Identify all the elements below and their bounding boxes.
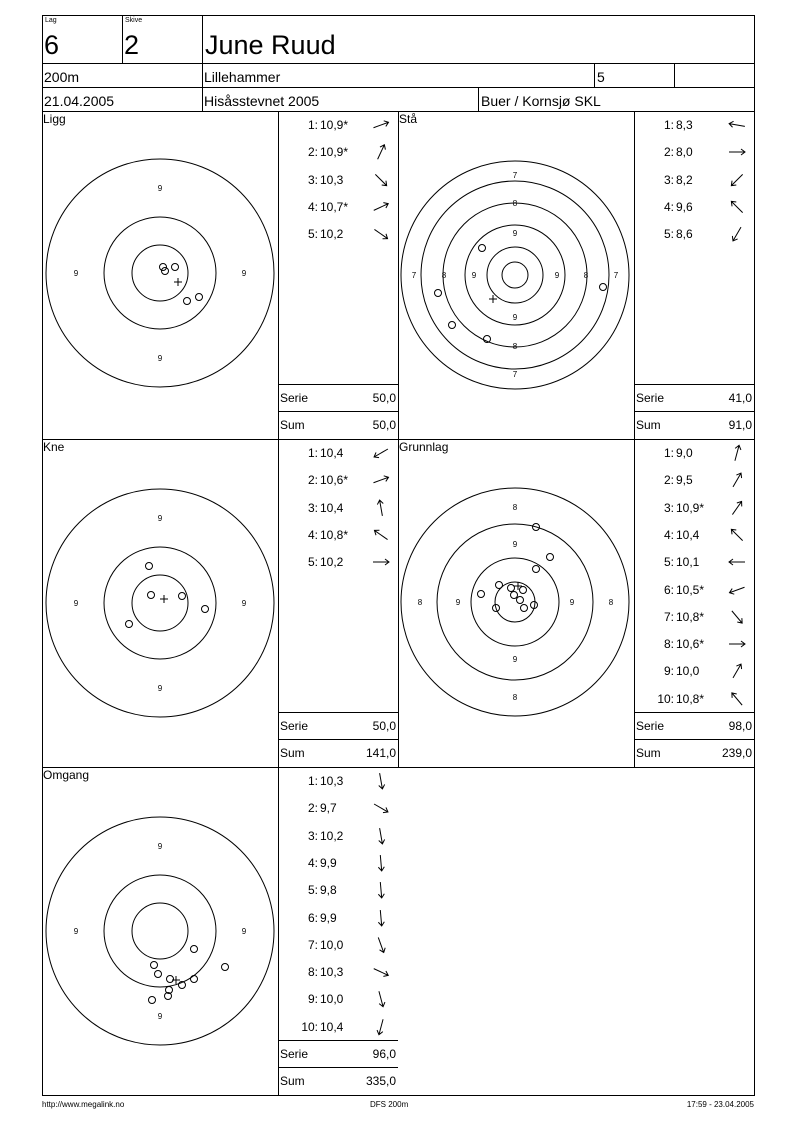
svg-text:9: 9 bbox=[241, 599, 247, 608]
direction-arrow-icon bbox=[370, 552, 392, 572]
shot-number: 5: bbox=[663, 227, 674, 242]
shot-number: 2: bbox=[663, 145, 674, 160]
serie-value-sta: 41,0 bbox=[728, 391, 752, 405]
direction-arrow-icon bbox=[726, 443, 748, 463]
direction-arrow-icon bbox=[370, 115, 392, 135]
shot-value: 10,4 bbox=[676, 527, 700, 542]
svg-text:9: 9 bbox=[512, 655, 518, 664]
shot-value: 10,4 bbox=[320, 1019, 344, 1034]
shot-value: 10,9* bbox=[320, 145, 349, 160]
footer-url[interactable]: http://www.megalink.no bbox=[42, 1100, 125, 1109]
svg-text:7: 7 bbox=[411, 271, 417, 280]
shot-number: 8: bbox=[663, 637, 674, 652]
shot-number: 3: bbox=[307, 828, 318, 843]
shot-number: 5: bbox=[307, 555, 318, 570]
direction-arrow-icon bbox=[370, 962, 392, 982]
direction-arrow-icon bbox=[726, 552, 748, 572]
shot-value: 9,9 bbox=[320, 855, 337, 870]
shot-number: 5: bbox=[307, 227, 318, 242]
shot-number: 6: bbox=[663, 582, 674, 597]
shot-value: 8,3 bbox=[676, 118, 693, 132]
svg-text:9: 9 bbox=[73, 927, 79, 936]
sum-value-sta: 91,0 bbox=[728, 418, 752, 432]
sum-label-ligg: Sum bbox=[280, 418, 305, 432]
shot-value: 9,6 bbox=[676, 199, 693, 214]
section-title-grunnlag: Grunnlag bbox=[399, 440, 449, 454]
shot-number: 9: bbox=[307, 992, 318, 1007]
shot-value: 9,8 bbox=[320, 883, 337, 898]
svg-text:7: 7 bbox=[512, 370, 518, 379]
section-title-sta: Stå bbox=[399, 112, 418, 126]
svg-text:8: 8 bbox=[512, 342, 518, 351]
shot-number: 2: bbox=[307, 145, 318, 160]
shot-value: 10,9* bbox=[676, 500, 705, 515]
shot-number: 3: bbox=[307, 172, 318, 187]
direction-arrow-icon bbox=[370, 142, 392, 162]
direction-arrow-icon bbox=[726, 580, 748, 600]
serie-value-kne: 50,0 bbox=[372, 719, 396, 733]
target-ligg bbox=[44, 157, 276, 389]
direction-arrow-icon bbox=[726, 470, 748, 490]
direction-arrow-icon bbox=[726, 607, 748, 627]
shot-value: 10,2 bbox=[320, 227, 344, 242]
shot-number: 1: bbox=[307, 446, 318, 460]
svg-text:7: 7 bbox=[613, 271, 619, 280]
svg-text:9: 9 bbox=[157, 354, 163, 363]
shot-number: 1: bbox=[663, 446, 674, 460]
shot-value: 10,1 bbox=[676, 555, 700, 570]
shot-value: 10,0 bbox=[320, 937, 344, 952]
shot-number: 3: bbox=[663, 172, 674, 187]
serie-label-grunnlag: Serie bbox=[636, 719, 665, 733]
svg-text:9: 9 bbox=[569, 598, 575, 607]
direction-arrow-icon bbox=[726, 634, 748, 654]
shot-number: 5: bbox=[663, 555, 674, 570]
date: 21.04.2005 bbox=[44, 93, 115, 109]
shot-value: 9,5 bbox=[676, 473, 693, 488]
shot-number: 4: bbox=[307, 199, 318, 214]
svg-text:9: 9 bbox=[554, 271, 560, 280]
svg-text:9: 9 bbox=[157, 1012, 163, 1021]
shot-number: 1: bbox=[307, 118, 318, 132]
shot-number: 2: bbox=[307, 473, 318, 488]
section-title-omgang: Omgang bbox=[43, 768, 90, 782]
sum-label-grunnlag: Sum bbox=[636, 746, 661, 760]
svg-text:9: 9 bbox=[455, 598, 461, 607]
shot-value: 8,2 bbox=[676, 172, 693, 187]
shot-value: 10,5* bbox=[676, 582, 705, 597]
shot-value: 10,2 bbox=[320, 828, 344, 843]
direction-arrow-icon bbox=[370, 826, 392, 846]
shooter-name: June Ruud bbox=[205, 30, 336, 60]
svg-text:9: 9 bbox=[157, 684, 163, 693]
target-omgang bbox=[44, 815, 276, 1047]
serie-value-ligg: 50,0 bbox=[372, 391, 396, 405]
direction-arrow-icon bbox=[726, 224, 748, 244]
shot-value: 10,3 bbox=[320, 172, 344, 187]
direction-arrow-icon bbox=[370, 989, 392, 1009]
direction-arrow-icon bbox=[726, 661, 748, 681]
target-sta bbox=[400, 160, 632, 392]
svg-text:9: 9 bbox=[241, 927, 247, 936]
shot-number: 4: bbox=[307, 855, 318, 870]
target-grunnlag bbox=[400, 487, 632, 719]
serie-label-sta: Serie bbox=[636, 391, 665, 405]
footer-center: DFS 200m bbox=[370, 1100, 409, 1109]
shot-number: 3: bbox=[663, 500, 674, 515]
class: 5 bbox=[597, 69, 605, 85]
serie-label-omgang: Serie bbox=[280, 1047, 309, 1061]
direction-arrow-icon bbox=[370, 880, 392, 900]
direction-arrow-icon bbox=[726, 498, 748, 518]
shot-number: 4: bbox=[663, 199, 674, 214]
direction-arrow-icon bbox=[370, 197, 392, 217]
svg-text:9: 9 bbox=[241, 269, 247, 278]
svg-text:9: 9 bbox=[512, 313, 518, 322]
svg-text:9: 9 bbox=[73, 599, 79, 608]
svg-text:9: 9 bbox=[157, 184, 163, 193]
shot-number: 7: bbox=[663, 609, 674, 624]
shot-value: 10,0 bbox=[676, 664, 700, 679]
shot-value: 9,7 bbox=[320, 801, 337, 816]
sum-value-omgang: 335,0 bbox=[365, 1074, 396, 1088]
shot-value: 10,7* bbox=[320, 199, 349, 214]
shot-number: 5: bbox=[307, 883, 318, 898]
direction-arrow-icon bbox=[726, 170, 748, 190]
shot-value: 10,8* bbox=[676, 691, 705, 706]
shot-value: 10,3 bbox=[320, 774, 344, 788]
svg-text:9: 9 bbox=[471, 271, 477, 280]
shot-number: 4: bbox=[663, 527, 674, 542]
shot-value: 10,2 bbox=[320, 555, 344, 570]
direction-arrow-icon bbox=[726, 142, 748, 162]
direction-arrow-icon bbox=[370, 470, 392, 490]
direction-arrow-icon bbox=[370, 798, 392, 818]
serie-value-omgang: 96,0 bbox=[372, 1047, 396, 1061]
place: Lillehammer bbox=[204, 69, 281, 85]
club-name: Buer / Kornsjø SKL bbox=[481, 93, 601, 109]
shot-value: 8,6 bbox=[676, 227, 693, 242]
shot-number: 7: bbox=[307, 937, 318, 952]
sum-value-kne: 141,0 bbox=[365, 746, 396, 760]
shot-value: 9,0 bbox=[676, 446, 693, 460]
shot-number: 9: bbox=[663, 664, 674, 679]
shot-value: 9,9 bbox=[320, 910, 337, 925]
shot-number: 1: bbox=[307, 774, 318, 788]
event-name: Hisåsstevnet 2005 bbox=[204, 93, 320, 109]
svg-text:8: 8 bbox=[512, 693, 518, 702]
distance: 200m bbox=[44, 69, 80, 85]
direction-arrow-icon bbox=[726, 197, 748, 217]
shot-number: 6: bbox=[307, 910, 318, 925]
shot-number: 2: bbox=[663, 473, 674, 488]
direction-arrow-icon bbox=[726, 115, 748, 135]
shot-number: 8: bbox=[307, 965, 318, 980]
shot-value: 10,4 bbox=[320, 500, 344, 515]
sum-value-ligg: 50,0 bbox=[372, 418, 396, 432]
svg-text:8: 8 bbox=[583, 271, 589, 280]
skive-label: Skive bbox=[125, 17, 143, 24]
direction-arrow-icon bbox=[370, 1017, 392, 1037]
shot-value: 10,6* bbox=[676, 637, 705, 652]
direction-arrow-icon bbox=[726, 689, 748, 709]
shot-value: 10,9* bbox=[320, 118, 349, 132]
target-kne bbox=[44, 487, 276, 719]
shot-number: 10: bbox=[657, 691, 674, 706]
shot-number: 1: bbox=[663, 118, 674, 132]
svg-text:9: 9 bbox=[157, 514, 163, 523]
sum-label-kne: Sum bbox=[280, 746, 305, 760]
svg-text:8: 8 bbox=[512, 199, 518, 208]
svg-text:8: 8 bbox=[417, 598, 423, 607]
shot-value: 10,6* bbox=[320, 473, 349, 488]
svg-text:9: 9 bbox=[512, 540, 518, 549]
shot-value: 10,8* bbox=[320, 527, 349, 542]
section-title-ligg: Ligg bbox=[43, 112, 66, 126]
skive-value: 2 bbox=[124, 30, 140, 60]
svg-text:8: 8 bbox=[512, 503, 518, 512]
section-title-kne: Kne bbox=[43, 440, 65, 454]
serie-label-kne: Serie bbox=[280, 719, 309, 733]
serie-value-grunnlag: 98,0 bbox=[728, 719, 752, 733]
svg-text:9: 9 bbox=[73, 269, 79, 278]
direction-arrow-icon bbox=[370, 853, 392, 873]
serie-label-ligg: Serie bbox=[280, 391, 309, 405]
shot-value: 8,0 bbox=[676, 145, 693, 160]
direction-arrow-icon bbox=[370, 771, 392, 791]
sum-label-sta: Sum bbox=[636, 418, 661, 432]
footer-timestamp: 17:59 - 23.04.2005 bbox=[686, 1100, 754, 1109]
svg-text:9: 9 bbox=[512, 229, 518, 238]
direction-arrow-icon bbox=[370, 908, 392, 928]
svg-text:9: 9 bbox=[157, 842, 163, 851]
direction-arrow-icon bbox=[370, 443, 392, 463]
direction-arrow-icon bbox=[370, 498, 392, 518]
shot-number: 3: bbox=[307, 500, 318, 515]
shot-number: 4: bbox=[307, 527, 318, 542]
shot-value: 10,3 bbox=[320, 965, 344, 980]
shot-value: 10,0 bbox=[320, 992, 344, 1007]
direction-arrow-icon bbox=[726, 525, 748, 545]
direction-arrow-icon bbox=[370, 224, 392, 244]
shot-number: 2: bbox=[307, 801, 318, 816]
direction-arrow-icon bbox=[370, 525, 392, 545]
direction-arrow-icon bbox=[370, 935, 392, 955]
shot-value: 10,4 bbox=[320, 446, 344, 460]
svg-text:8: 8 bbox=[441, 271, 447, 280]
direction-arrow-icon bbox=[370, 170, 392, 190]
svg-text:7: 7 bbox=[512, 171, 518, 180]
svg-text:8: 8 bbox=[608, 598, 614, 607]
lag-value: 6 bbox=[44, 30, 60, 60]
shot-number: 10: bbox=[301, 1019, 318, 1034]
lag-label: Lag bbox=[45, 17, 57, 24]
sum-value-grunnlag: 239,0 bbox=[721, 746, 752, 760]
shot-value: 10,8* bbox=[676, 609, 705, 624]
sum-label-omgang: Sum bbox=[280, 1074, 305, 1088]
